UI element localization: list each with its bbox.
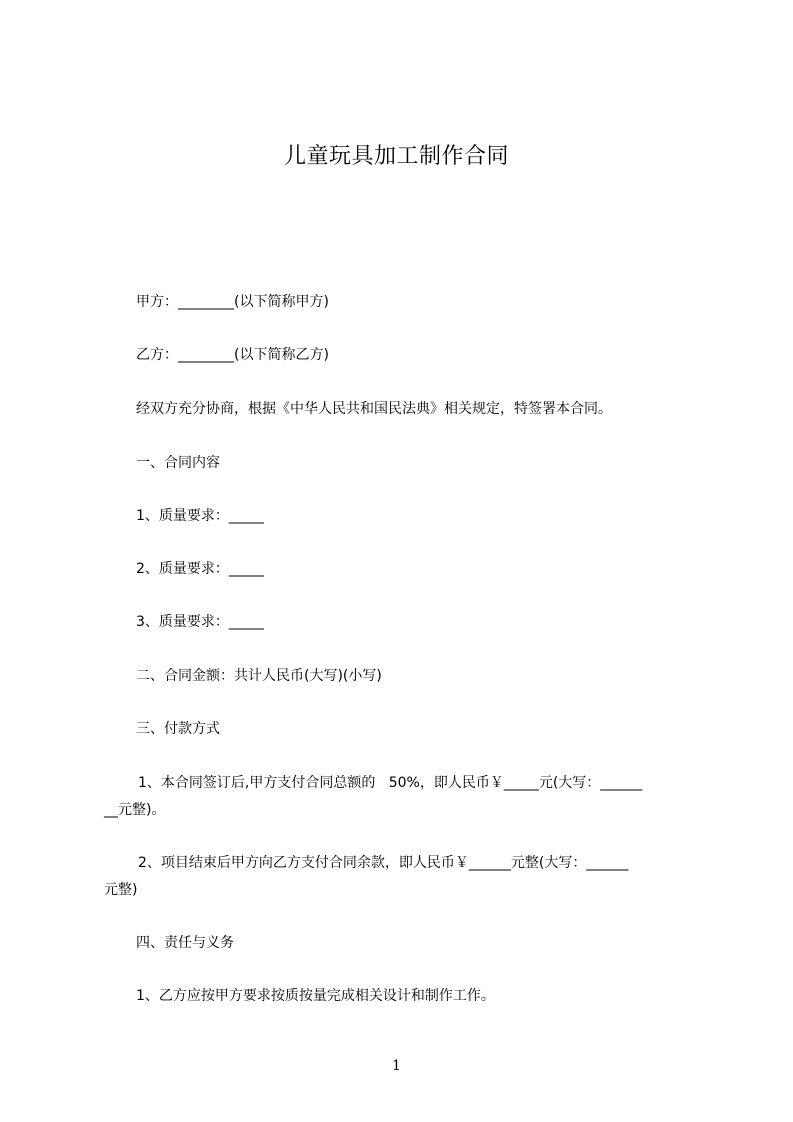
section-contract-amount-heading: 二、合同金额：共计人民币(大写)(小写)	[136, 668, 382, 684]
contract-title: 儿童玩具加工制作合同	[283, 144, 509, 169]
payment-clause-2-line-2: 元整)	[104, 882, 138, 898]
quality-requirement-2: 2、质量要求：_____	[136, 561, 264, 577]
payment-clause-1-line-1: 1、本合同签订后,甲方支付合同总额的 50%，即人民币￥_____元(大写：______	[138, 775, 643, 791]
duty-clause-1: 1、乙方应按甲方要求按质按量完成相关设计和制作工作。	[136, 988, 495, 1004]
section-responsibilities-heading: 四、责任与义务	[136, 935, 234, 951]
quality-requirement-3: 3、质量要求：_____	[136, 614, 264, 630]
payment-clause-2-line-1: 2、项目结束后甲方向乙方支付合同余款，即人民币￥______元整(大写：______	[138, 855, 629, 871]
party-a-line: 甲方：________(以下简称甲方)	[136, 294, 329, 310]
quality-requirement-1: 1、质量要求：_____	[136, 508, 264, 524]
section-payment-method-heading: 三、付款方式	[136, 721, 220, 737]
page-number: 1	[392, 1058, 401, 1074]
party-b-line: 乙方：________(以下简称乙方)	[136, 347, 329, 363]
payment-clause-1-line-2: __元整)。	[104, 802, 166, 818]
intro-paragraph: 经双方充分协商，根据《中华人民共和国民法典》相关规定，特签署本合同。	[136, 401, 612, 417]
section-contract-content-heading: 一、合同内容	[136, 455, 220, 471]
